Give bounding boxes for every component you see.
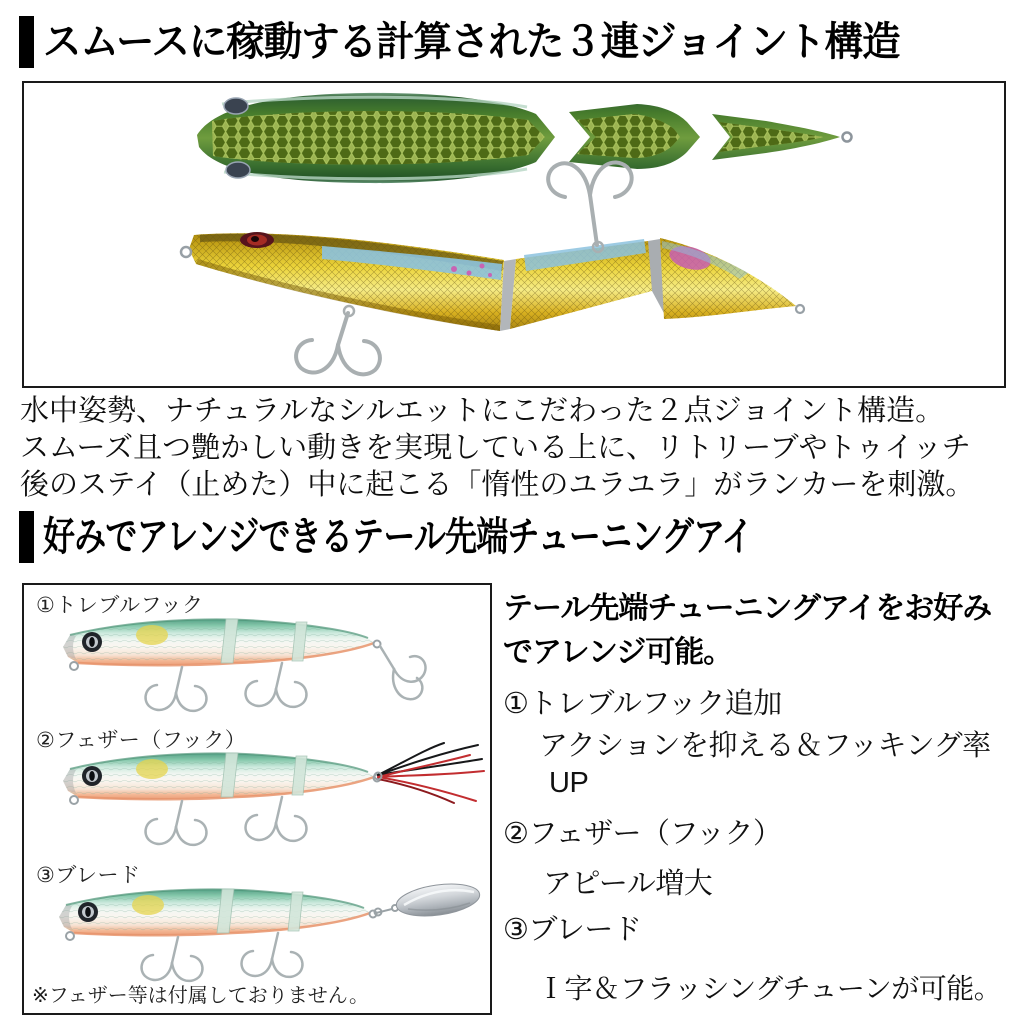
green-lure-eye <box>226 162 250 178</box>
tuning-intro-line: テール先端チューニングアイをお好み <box>503 592 992 625</box>
yellow-lure-side-view <box>181 162 804 374</box>
tail-treble-hook <box>380 646 426 699</box>
section2-header <box>19 511 930 563</box>
figure-label-treble-hook: ①トレブルフック <box>36 594 204 617</box>
tuning-intro-line: でアレンジ可能。 <box>503 636 733 669</box>
tail-tuning-figure-box <box>22 583 492 1015</box>
section1-header <box>19 16 935 68</box>
green-lure-tail-eyelet <box>843 133 852 142</box>
tuning-item-3-label: ③ブレード <box>503 914 642 946</box>
paragraph-line: スムーズ且つ艶かしい動きを実現している上に、リトリーブやトゥイッチ <box>20 432 971 464</box>
tuning-item-3-desc: Ｉ字＆フラッシングチューンが可能。 <box>537 973 1002 1004</box>
tuning-item-2-label: ②フェザー（フック） <box>503 818 782 850</box>
lure-variation-treble-hook <box>63 619 426 711</box>
tail-blade <box>375 879 482 920</box>
yellow-lure-nose-eyelet <box>181 247 191 257</box>
treble-hook-belly <box>296 306 380 374</box>
header-accent-bar <box>19 16 34 68</box>
joint-structure-illustration <box>24 83 1002 384</box>
section2-header-text: 好みでアレンジできるテール先端チューニングアイ <box>43 515 753 559</box>
tuning-options-text-column <box>503 583 1024 1024</box>
green-lure-eye <box>224 98 248 114</box>
figure-label-feather: ②フェザー（フック） <box>36 729 247 752</box>
tail-feather <box>375 743 485 803</box>
joint-structure-photo-box <box>22 81 1006 388</box>
paragraph-line: 後のステイ（止めた）中に起こる「惰性のユラユラ」がランカーを刺激。 <box>20 469 975 501</box>
section1-header-text: スムースに稼動する計算された３連ジョイント構造 <box>43 20 900 64</box>
figure-disclaimer-note: ※フェザー等は付属しておりません。 <box>32 985 369 1007</box>
green-lure-top-view <box>197 93 852 183</box>
tail-tuning-illustration <box>24 585 490 1011</box>
paragraph-line: 水中姿勢、ナチュラルなシルエットにこだわった２点ジョイント構造。 <box>20 395 945 427</box>
tuning-item-1-label: ①トレブルフック追加 <box>503 688 782 720</box>
treble-hook-top <box>548 162 632 252</box>
figure-label-blade: ③ブレード <box>36 864 141 887</box>
yellow-lure-tail-eyelet <box>796 305 804 313</box>
lure-variation-feather <box>63 743 484 845</box>
tuning-item-2-desc: アピール増大 <box>543 868 713 900</box>
tuning-item-1-desc2: UP <box>549 767 589 799</box>
tuning-item-1-desc: アクションを抑える＆フッキング率 <box>539 730 991 762</box>
description-paragraph <box>20 393 1024 504</box>
lure-variation-blade <box>59 879 482 981</box>
header-accent-bar <box>19 511 34 563</box>
